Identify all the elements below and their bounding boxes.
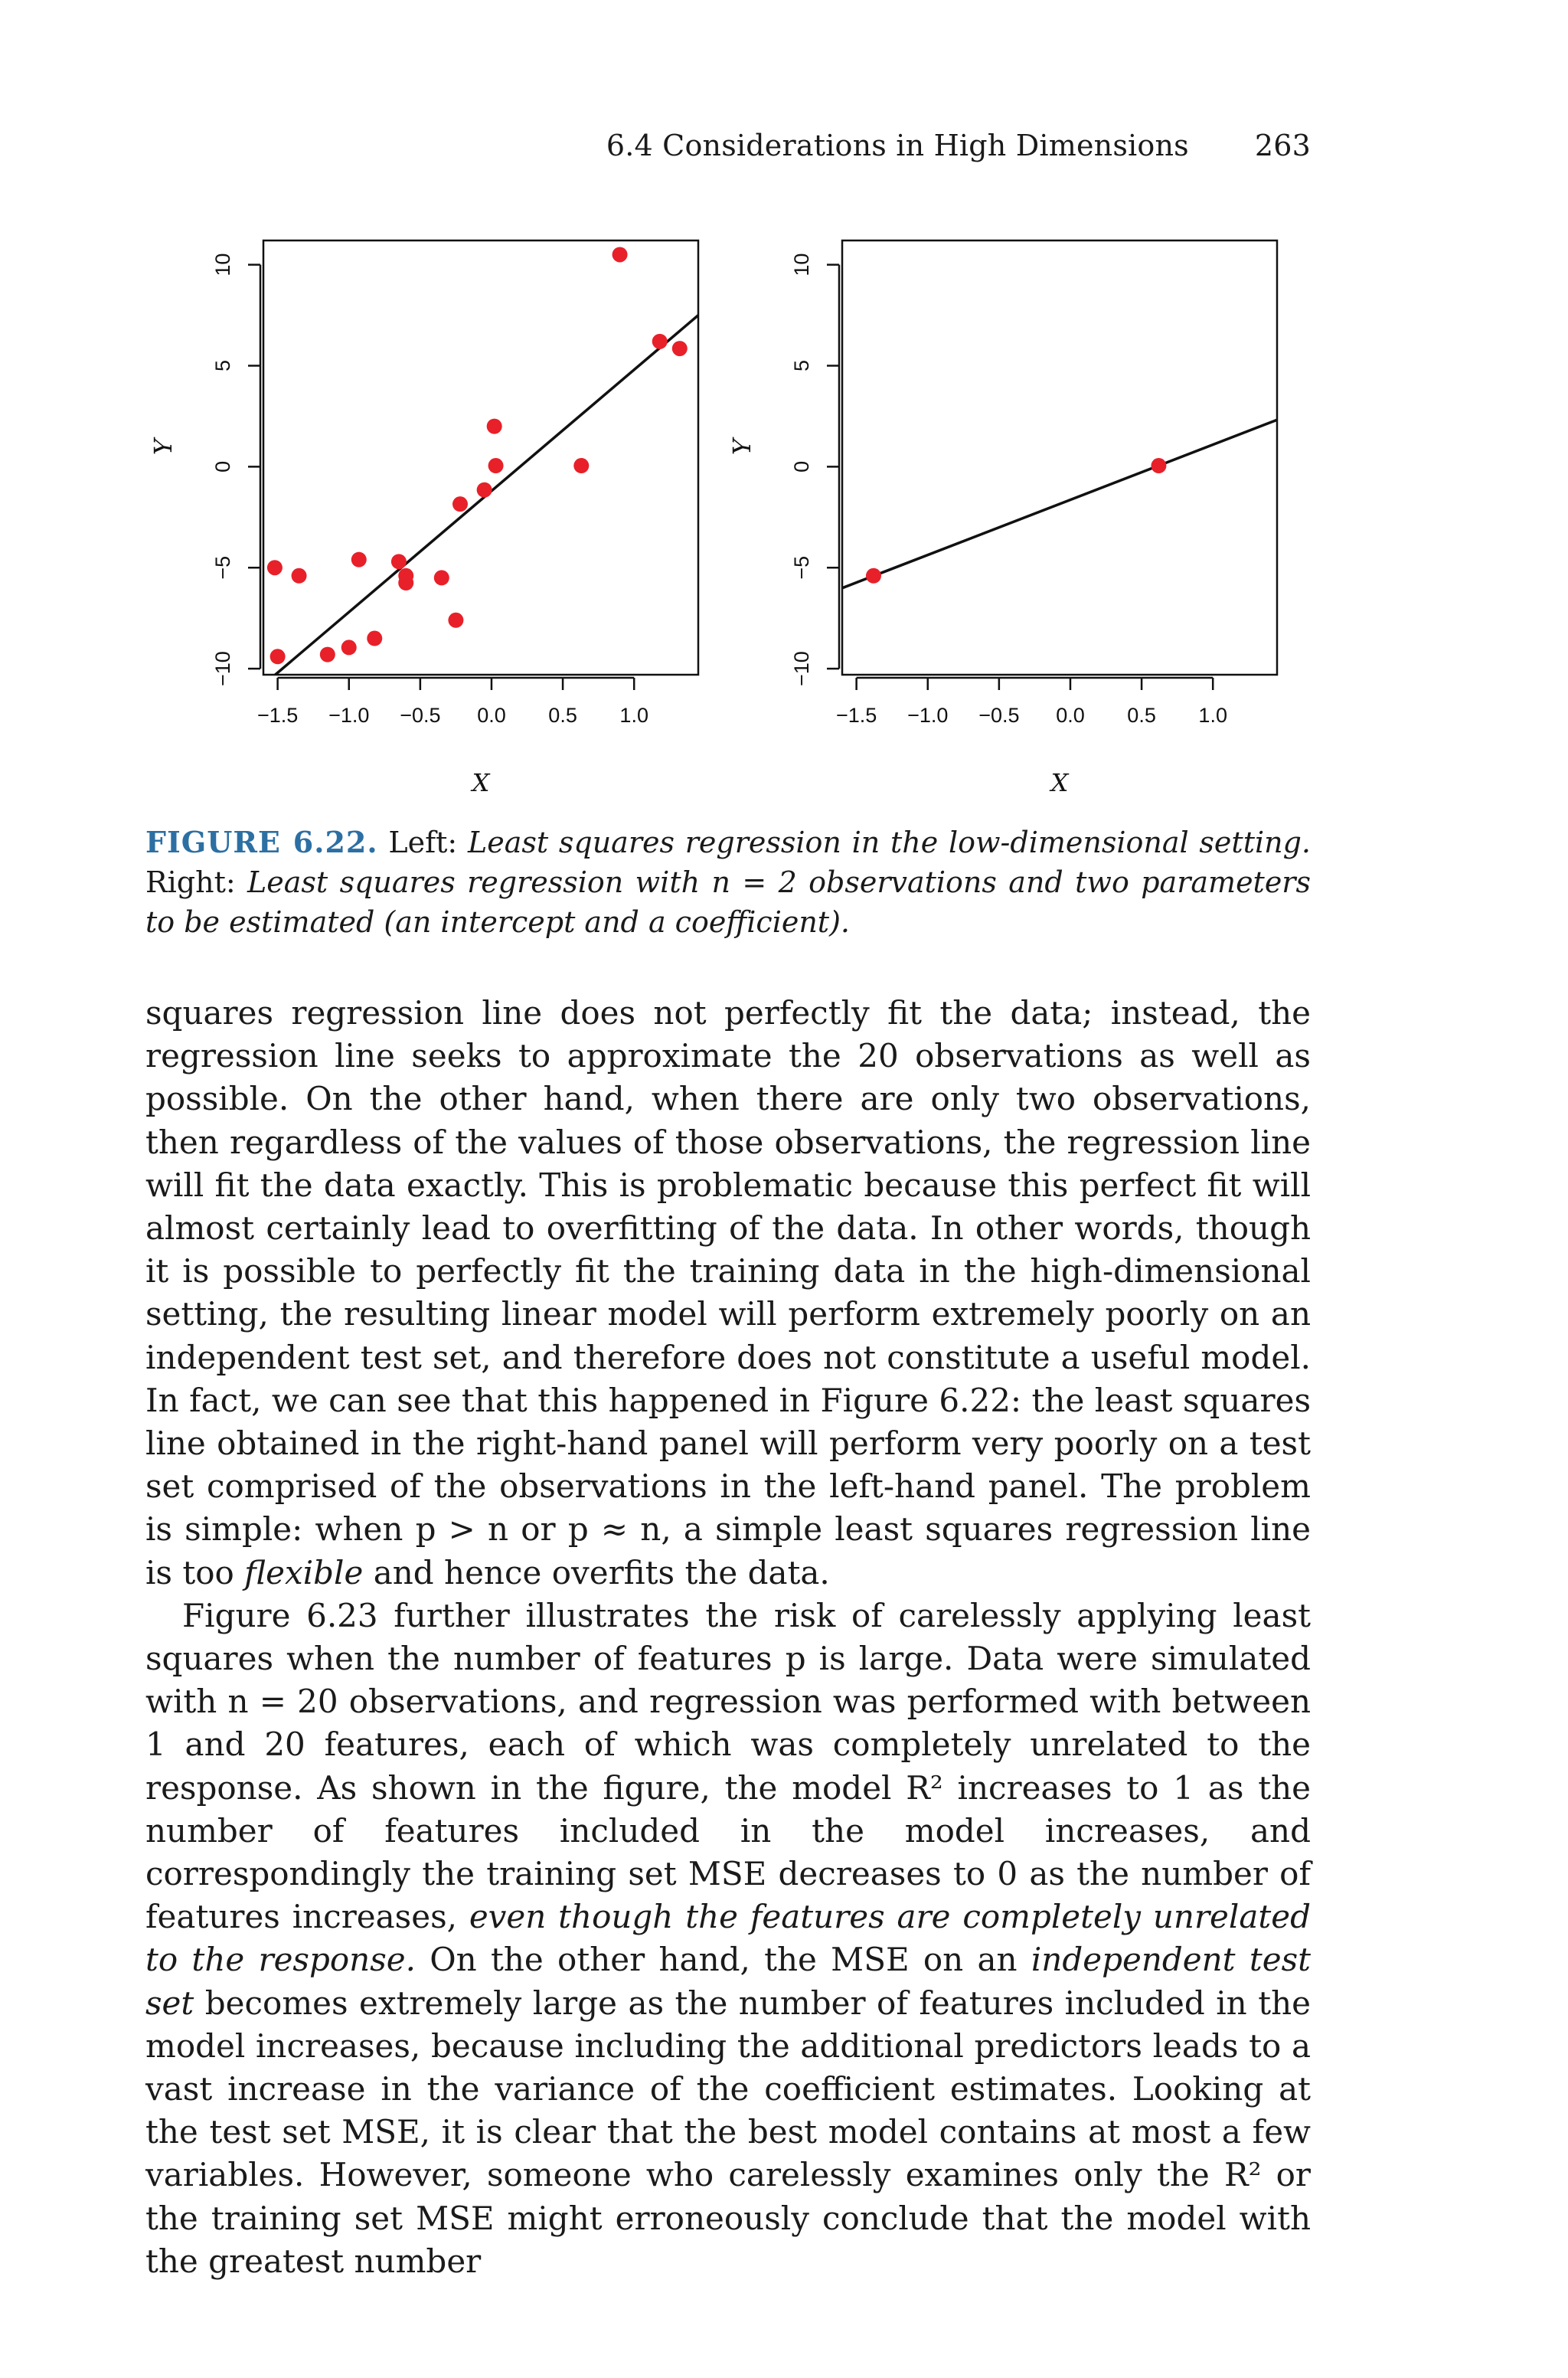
left-x-tick-label: −0.5 bbox=[400, 704, 441, 727]
left-y-tick-label: −5 bbox=[211, 555, 234, 580]
left-x-tick-label: 0.0 bbox=[477, 704, 506, 727]
left-data-point bbox=[448, 613, 463, 628]
right-x-axis-title: X bbox=[1050, 768, 1069, 797]
left-data-point bbox=[398, 575, 413, 590]
emphasis-independent-test-set: independent test set bbox=[145, 1941, 1311, 2022]
right-x-tick-label: −1.5 bbox=[835, 704, 877, 727]
left-data-point bbox=[487, 419, 502, 434]
left-x-tick-label: −1.0 bbox=[328, 704, 370, 727]
right-data-point bbox=[866, 568, 881, 584]
left-data-point bbox=[270, 649, 286, 664]
paragraph-1 bbox=[145, 992, 1311, 1595]
left-data-point bbox=[267, 560, 283, 575]
left-y-tick-label: 5 bbox=[211, 359, 234, 372]
right-y-tick-label: −10 bbox=[790, 651, 813, 686]
right-y-tick-label: 0 bbox=[790, 460, 813, 473]
paragraph-2-part-c: becomes extremely large as the number of features included in the model increases, because including the additional predictors leads to a vast increase in the variance of the coefficient estimates. Looking at the test set MSE, it is clear that the best model contains at most a few variables. However, someone who carelessly examines only the R² or the training set MSE might erroneously conclude that the model with the greatest number bbox=[145, 1984, 1311, 2280]
left-data-point bbox=[351, 552, 367, 568]
left-data-point bbox=[391, 554, 407, 569]
left-data-point bbox=[477, 482, 492, 498]
right-y-tick-label: −5 bbox=[790, 555, 813, 580]
paragraph-1-part-a: squares regression line does not perfectly fit the data; instead, the regression line seeks to approximate the 20 observations as well as possible. On the other hand, when there are only two observations, then regardless of the values of those observations, the regression line will fit the data exactly. This is problematic because this perfect fit will almost certainly lead to overfitting of the data. In other words, though it is possible to perfectly fit the training data in the high-dimensional setting, the resulting linear model will perform extremely poorly on an independent test set, and therefore does not constitute a useful model. In fact, we can see that this happened in Figure 6.22: the least squares line obtained in the right-hand panel will perform very poorly on a test set comprised of the observations in the left-hand panel. The problem is simple: when p > n or p ≈ n, a simple least squares regression line is too bbox=[145, 994, 1311, 1591]
right-data-point bbox=[1151, 458, 1166, 473]
left-x-tick-label: −1.5 bbox=[256, 704, 299, 727]
left-data-point bbox=[573, 458, 589, 473]
left-data-point bbox=[672, 341, 688, 356]
running-head bbox=[145, 129, 1311, 162]
paragraph-1-part-b: and hence overfits the data. bbox=[373, 1553, 830, 1591]
right-x-tick-label: 0.0 bbox=[1056, 704, 1085, 727]
right-x-tick-label: 1.0 bbox=[1198, 704, 1227, 727]
caption-right-word: Right: bbox=[145, 865, 236, 899]
right-x-tick-label: −1.0 bbox=[907, 704, 949, 727]
left-y-tick-label: 0 bbox=[211, 460, 234, 473]
right-y-tick-label: 5 bbox=[790, 359, 813, 372]
right-x-tick-label: −0.5 bbox=[978, 704, 1020, 727]
left-data-point bbox=[612, 247, 628, 262]
left-data-point bbox=[367, 631, 382, 646]
left-data-point bbox=[488, 458, 504, 473]
page-number: 263 bbox=[1254, 129, 1311, 162]
paragraph-2 bbox=[145, 1595, 1311, 2283]
left-y-tick-label: 10 bbox=[211, 253, 234, 276]
left-data-point bbox=[652, 334, 668, 349]
left-regression-line bbox=[263, 316, 698, 685]
figure-caption bbox=[145, 823, 1311, 942]
left-data-point bbox=[341, 639, 357, 655]
left-y-tick-label: −10 bbox=[211, 651, 234, 686]
left-data-point bbox=[452, 496, 468, 512]
right-y-axis-title: Y bbox=[727, 438, 756, 456]
figure-label: FIGURE 6.22. bbox=[145, 825, 378, 859]
left-x-tick-label: 0.5 bbox=[548, 704, 577, 727]
left-y-axis-title: Y bbox=[149, 438, 178, 456]
left-x-tick-label: 1.0 bbox=[619, 704, 648, 727]
right-regression-line bbox=[842, 420, 1277, 588]
left-x-axis-title: X bbox=[472, 768, 490, 797]
left-plot-frame bbox=[263, 240, 698, 675]
right-plot-frame bbox=[842, 240, 1277, 675]
caption-left-text: Least squares regression in the low-dimensional setting. bbox=[467, 826, 1311, 859]
caption-left-word: Left: bbox=[388, 826, 458, 859]
left-data-point bbox=[292, 568, 307, 584]
figure-plots bbox=[145, 222, 1311, 812]
left-data-point bbox=[434, 570, 449, 585]
right-x-tick-label: 0.5 bbox=[1127, 704, 1156, 727]
section-title: 6.4 Considerations in High Dimensions bbox=[606, 129, 1189, 162]
caption-right-text: Least squares regression with n = 2 observations and two parameters to be estimated (an intercept and a coefficient). bbox=[145, 865, 1311, 939]
emphasis-unrelated: even though the features are completely unrelated to the response. bbox=[145, 1898, 1311, 1979]
body-text bbox=[145, 992, 1311, 2283]
emphasis-flexible: flexible bbox=[244, 1553, 364, 1591]
right-y-tick-label: 10 bbox=[790, 253, 813, 276]
paragraph-2-part-b: On the other hand, the MSE on an bbox=[430, 1941, 1018, 1979]
paragraph-2-part-a: Figure 6.23 further illustrates the risk of carelessly applying least squares when the number of features p is large. Data were simulated with n = 20 observations, and regression was performed with between 1 and 20 features, each of which was completely unrelated to the response. As shown in the figure, the model R² increases to 1 as the number of features included in the model increases, and correspondingly the training set MSE decreases to 0 as the number of features increases, bbox=[145, 1596, 1311, 1936]
figure-6-22 bbox=[145, 222, 1311, 812]
left-data-point bbox=[320, 647, 335, 662]
